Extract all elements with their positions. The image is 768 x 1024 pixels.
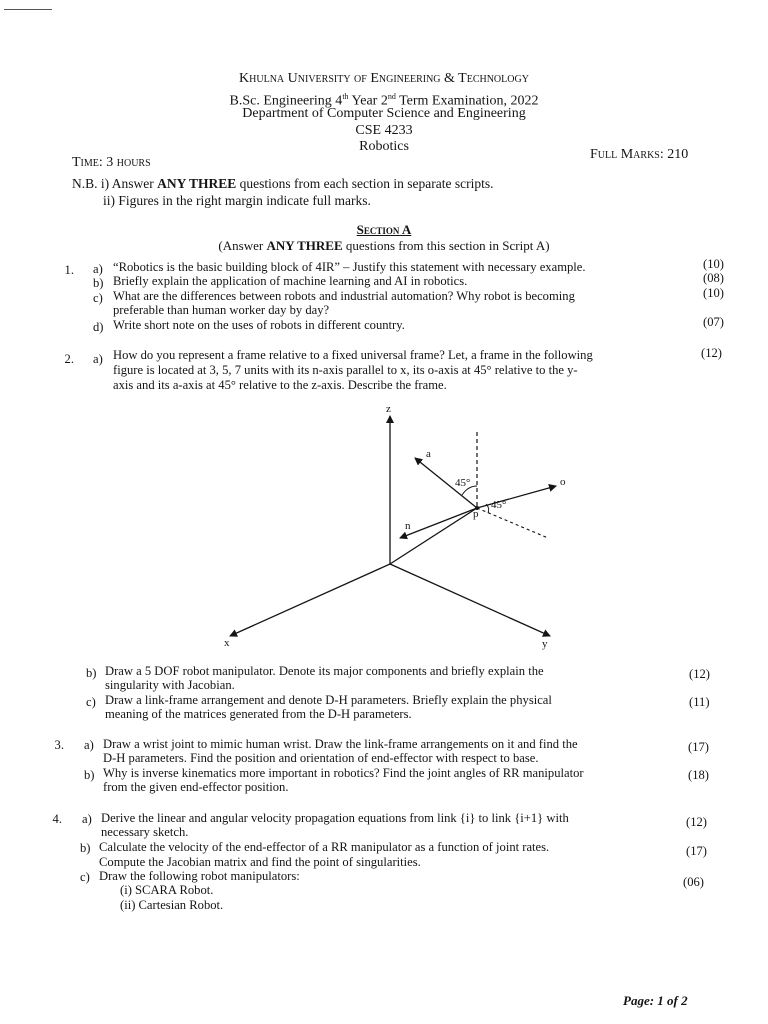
q4c-label: c) xyxy=(80,870,90,884)
q1d-marks: (07) xyxy=(703,315,724,329)
label-y: y xyxy=(542,638,548,650)
q4a-marks: (12) xyxy=(686,815,707,829)
course-code: CSE 4233 xyxy=(355,123,413,138)
q2b-text-1: Draw a 5 DOF robot manipulator. Denote its major components and briefly explain the xyxy=(105,664,544,678)
q2c-text-2: meaning of the matrices generated from the D-H parameters. xyxy=(105,707,412,721)
q4b-marks: (17) xyxy=(686,844,707,858)
q3-number: 3. xyxy=(54,738,64,752)
q1a-marks: (10) xyxy=(703,257,724,271)
course-title: Robotics xyxy=(359,139,409,154)
q2a-text-1: How do you represent a frame relative to a fixed universal frame? Let, a frame in the following xyxy=(113,348,593,362)
q4-number: 4. xyxy=(52,812,62,826)
exam-title: B.Sc. Engineering 4th Year 2nd Term Examination, 2022 xyxy=(229,92,539,109)
q3b-text-2: from the given end-effector position. xyxy=(103,780,289,794)
q2-number: 2. xyxy=(64,352,74,366)
q2a-text-2: figure is located at 3, 5, 7 units with its n-axis parallel to x, its o-axis at 45° relative to the y- xyxy=(113,363,578,377)
q3a-text-1: Draw a wrist joint to mimic human wrist. Draw the link-frame arrangements on it and find the xyxy=(103,737,578,751)
scan-mark xyxy=(4,9,52,10)
q1b-text: Briefly explain the application of machine learning and AI in robotics. xyxy=(113,274,468,288)
label-x: x xyxy=(224,637,230,649)
q4a-text-2: necessary sketch. xyxy=(101,825,189,839)
q1c-text-1: What are the differences between robots and industrial automation? Why robot is becoming xyxy=(113,289,575,303)
label-n: n xyxy=(405,520,411,532)
q1a-text: “Robotics is the basic building block of 4IR” – Justify this statement with necessary example. xyxy=(113,260,586,274)
full-marks: Full Marks: 210 xyxy=(590,147,689,162)
page-number: Page: 1 of 2 xyxy=(623,993,688,1008)
q3b-marks: (18) xyxy=(688,768,709,782)
label-p: p xyxy=(473,508,479,520)
y-axis xyxy=(390,564,550,636)
q1a-label: a) xyxy=(93,262,103,276)
q4c-marks: (06) xyxy=(683,875,704,889)
department: Department of Computer Science and Engineering xyxy=(242,106,526,121)
q1d-label: d) xyxy=(93,320,104,334)
q4c-item-2: (ii) Cartesian Robot. xyxy=(120,898,224,912)
origin-to-p-line xyxy=(390,508,477,564)
q3a-marks: (17) xyxy=(688,740,709,754)
q2a-text-3: axis and its a-axis at 45° relative to the z-axis. Describe the frame. xyxy=(113,378,447,392)
q1c-marks: (10) xyxy=(703,286,724,300)
q2c-marks: (11) xyxy=(689,695,710,709)
q2b-text-2: singularity with Jacobian. xyxy=(105,678,235,692)
q1d-text: Write short note on the uses of robots in different country. xyxy=(113,318,405,332)
q1b-label: b) xyxy=(93,276,104,290)
frame-figure xyxy=(200,400,600,650)
note-line-2: ii) Figures in the right margin indicate full marks. xyxy=(103,193,371,208)
q4a-text-1: Derive the linear and angular velocity propagation equations from link {i} to link {i+1} with xyxy=(101,811,569,825)
q3a-text-2: D-H parameters. Find the position and orientation of end-effector with respect to base. xyxy=(103,751,539,765)
frame-diagram xyxy=(200,400,600,650)
q1c-text-2: preferable than human worker day by day? xyxy=(113,303,330,317)
q2a-label: a) xyxy=(93,352,103,366)
section-title: Section A xyxy=(356,222,412,237)
q2c-label: c) xyxy=(86,695,96,709)
q3b-text-1: Why is inverse kinematics more important in robotics? Find the joint angles of RR manipulator xyxy=(103,766,584,780)
q4c-text: Draw the following robot manipulators: xyxy=(99,869,300,883)
section-instruction: (Answer ANY THREE questions from this section in Script A) xyxy=(218,238,550,253)
horizontal-reference-line xyxy=(477,508,548,538)
university-name: Khulna University of Engineering & Technology xyxy=(239,71,529,86)
q4b-text-1: Calculate the velocity of the end-effector of a RR manipulator as a function of joint rates. xyxy=(99,840,550,854)
q1c-label: c) xyxy=(93,291,103,305)
q1b-marks: (08) xyxy=(703,271,724,285)
note-line-1: N.B. i) Answer ANY THREE questions from each section in separate scripts. xyxy=(72,176,494,191)
time-allowed: Time: 3 hours xyxy=(72,155,151,170)
q2b-marks: (12) xyxy=(689,667,710,681)
q3b-label: b) xyxy=(84,768,95,782)
q4c-item-1: (i) SCARA Robot. xyxy=(120,883,214,897)
label-o: o xyxy=(560,476,566,488)
label-z: z xyxy=(386,403,391,415)
q4b-text-2: Compute the Jacobian matrix and find the point of singularities. xyxy=(99,855,421,869)
angle-label-2: 45° xyxy=(491,499,507,511)
angle-label-1: 45° xyxy=(455,477,471,489)
label-a: a xyxy=(426,448,431,460)
q2c-text-1: Draw a link-frame arrangement and denote D-H parameters. Briefly explain the physical xyxy=(105,693,552,707)
q1-number: 1. xyxy=(64,263,74,277)
q3a-label: a) xyxy=(84,738,94,752)
q4a-label: a) xyxy=(82,812,92,826)
o-axis xyxy=(477,486,556,508)
q2a-marks: (12) xyxy=(701,346,722,360)
q2b-label: b) xyxy=(86,666,97,680)
x-axis xyxy=(230,564,390,636)
q4b-label: b) xyxy=(80,841,91,855)
